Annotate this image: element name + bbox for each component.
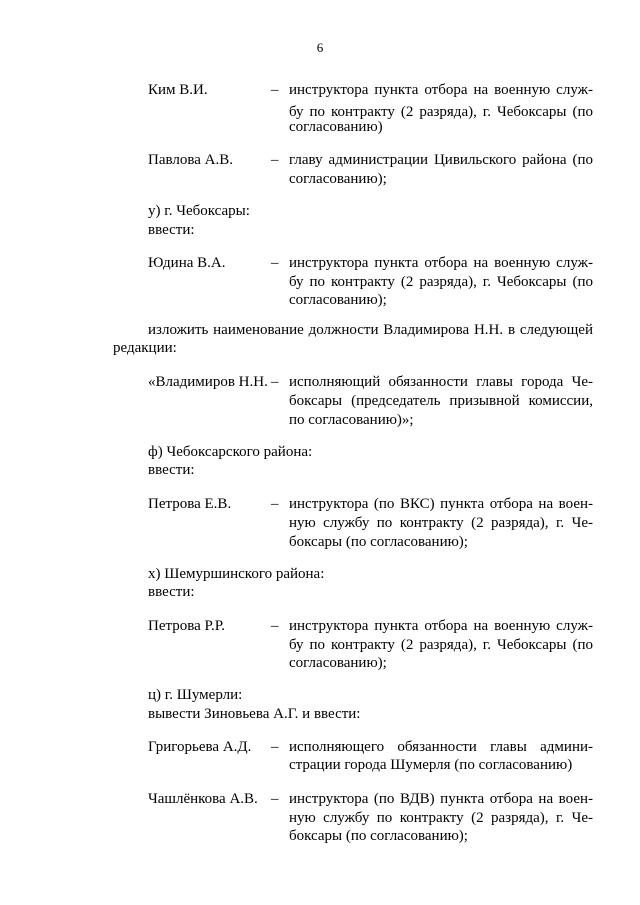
entry-desc-line: страции города Шумерля (по согласованию) xyxy=(289,757,573,773)
section-action: ввести: xyxy=(148,222,195,238)
entry-dash: – xyxy=(271,152,279,168)
entry-name-chashlenkova: Чашлёнкова А.В. xyxy=(148,791,258,807)
entry-desc-line: согласованию); xyxy=(289,655,387,671)
entry-dash: – xyxy=(271,374,279,390)
entry-desc-line: главу администрации Цивильского района (по xyxy=(289,152,593,168)
page-number: 6 xyxy=(316,40,324,55)
entry-desc-line: согласованию); xyxy=(289,292,387,308)
entry-name-grigoreva: Григорьева А.Д. xyxy=(148,739,252,755)
paragraph-line: изложить наименование должности Владимирова Н.Н. в следующей xyxy=(148,322,593,338)
entry-dash: – xyxy=(271,82,279,98)
entry-desc-line: бу по контракту (2 разряда), г. Чебоксары (по xyxy=(289,637,593,653)
section-heading: х) Шемуршинского района: xyxy=(148,566,325,582)
entry-name-kim: Ким В.И. xyxy=(148,82,208,98)
entry-desc-line: инструктора пункта отбора на военную служ- xyxy=(289,82,593,98)
entry-desc-line: инструктора пункта отбора на военную служ- xyxy=(289,255,593,271)
entry-dash: – xyxy=(271,255,279,271)
section-heading: у) г. Чебоксары: xyxy=(148,203,250,219)
entry-desc-line: бу по контракту (2 разряда), г. Чебоксары (по xyxy=(289,104,593,120)
section-action: ввести: xyxy=(148,584,195,600)
entry-desc-line: по согласованию)»; xyxy=(289,412,414,428)
entry-desc-line: боксары (по согласованию); xyxy=(289,534,468,550)
entry-desc-line: инструктора (по ВДВ) пункта отбора на воен- xyxy=(289,791,593,807)
section-action: вывести Зиновьева А.Г. и ввести: xyxy=(148,706,361,722)
section-heading: ц) г. Шумерли: xyxy=(148,687,243,703)
entry-desc-line: согласованию); xyxy=(289,171,387,187)
entry-name-petrova-ev: Петрова Е.В. xyxy=(148,496,232,512)
section-heading: ф) Чебоксарского района: xyxy=(148,444,313,460)
paragraph-line: редакции: xyxy=(113,340,177,356)
entry-desc-line: ную службу по контракту (2 разряда), г. Че- xyxy=(289,810,593,826)
entry-desc-line: боксары (председатель призывной комиссии, xyxy=(289,393,593,409)
entry-name-vladimirov: «Владимиров Н.Н. xyxy=(148,374,268,390)
entry-desc-line: боксары (по согласованию); xyxy=(289,828,468,844)
entry-desc-line: согласованию) xyxy=(289,119,383,135)
entry-name-yudina: Юдина В.А. xyxy=(148,255,226,271)
entry-dash: – xyxy=(271,739,279,755)
entry-name-pavlova: Павлова А.В. xyxy=(148,152,233,168)
entry-dash: – xyxy=(271,496,279,512)
entry-dash: – xyxy=(271,791,279,807)
entry-name-petrova-rr: Петрова Р.Р. xyxy=(148,618,225,634)
entry-desc-line: исполняющего обязанности главы админи- xyxy=(289,739,593,755)
entry-desc-line: исполняющий обязанности главы города Че- xyxy=(289,374,593,390)
entry-dash: – xyxy=(271,618,279,634)
entry-desc-line: бу по контракту (2 разряда), г. Чебоксары (по xyxy=(289,274,593,290)
entry-desc-line: инструктора (по ВКС) пункта отбора на воен- xyxy=(289,496,593,512)
entry-desc-line: инструктора пункта отбора на военную служ- xyxy=(289,618,593,634)
entry-desc-line: ную службу по контракту (2 разряда), г. Че- xyxy=(289,515,593,531)
section-action: ввести: xyxy=(148,462,195,478)
